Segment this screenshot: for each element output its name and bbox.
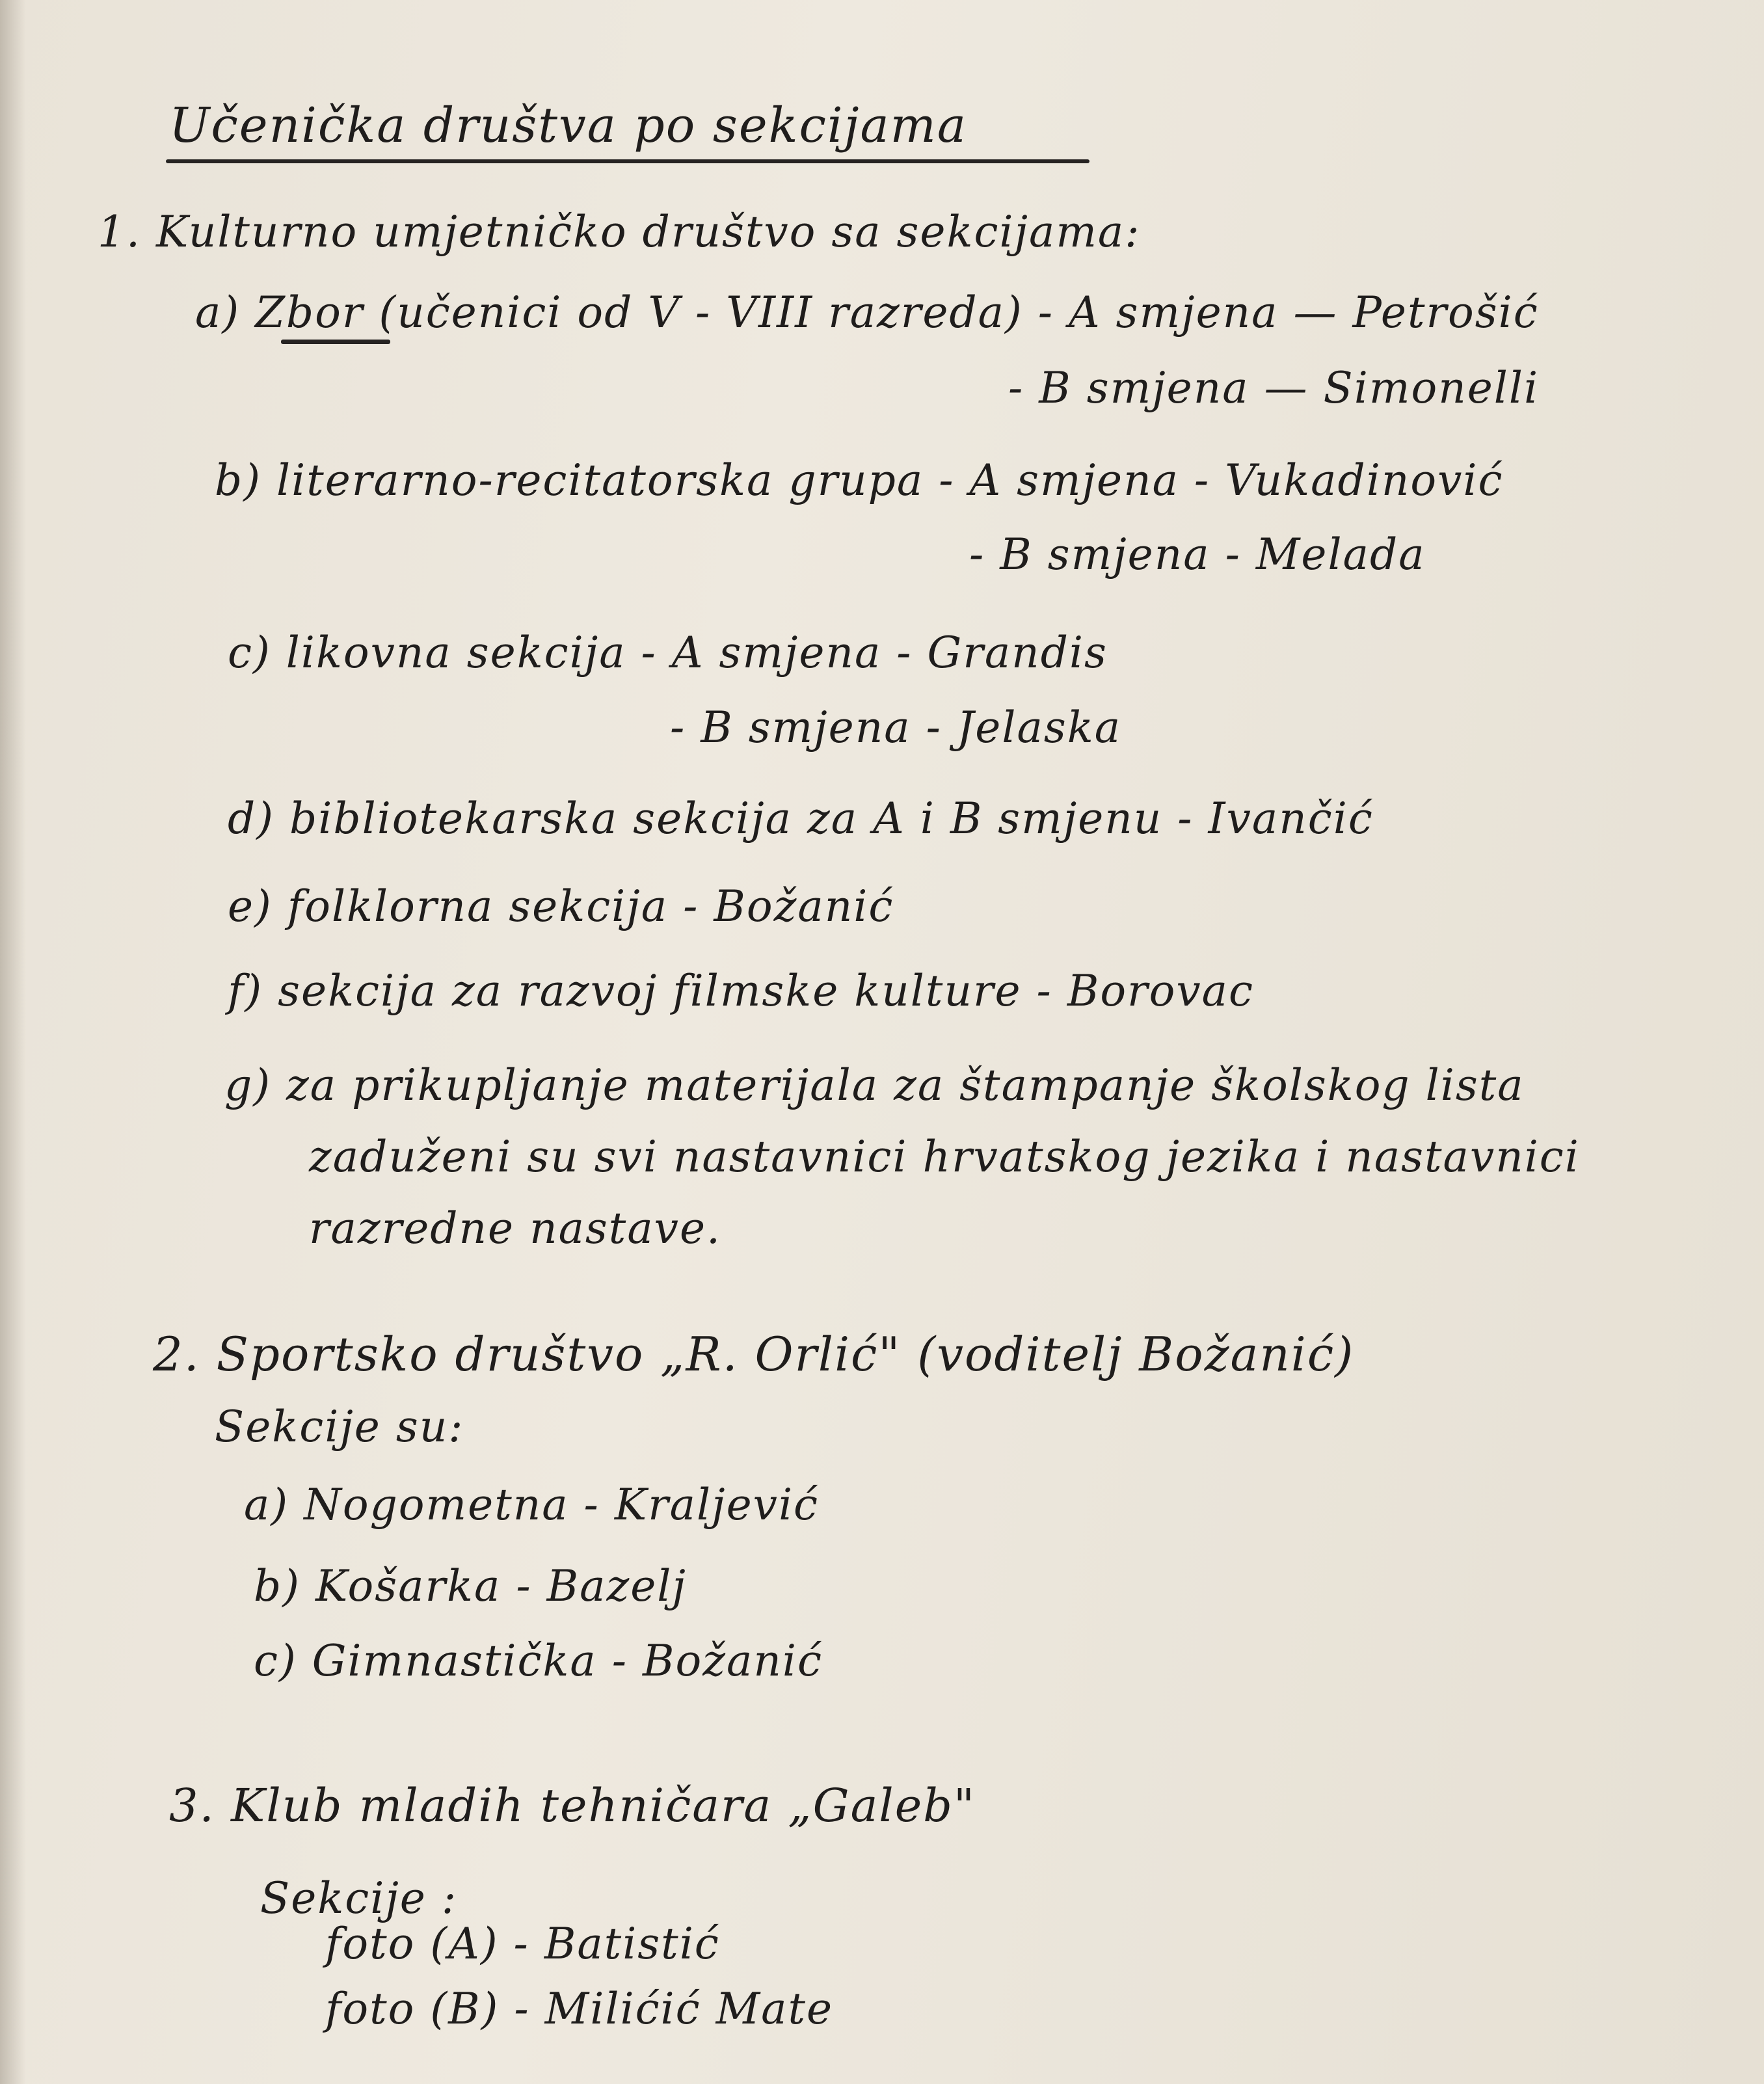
section-2-heading: 2. Sportsko društvo „R. Orlić" (voditelj Božanić) bbox=[153, 1327, 1355, 1382]
section-2-subheading: Sekcije su: bbox=[215, 1402, 464, 1452]
title-underline bbox=[166, 159, 1089, 163]
page-edge-shadow bbox=[0, 0, 26, 2084]
section-1-item-b-line-2: - B smjena - Melada bbox=[969, 529, 1426, 580]
section-1-item-a-line-1: a) Zbor (učenici od V - VIII razreda) - A smjena — Petrošić bbox=[195, 287, 1539, 338]
section-1-item-c-line-1: c) likovna sekcija - A smjena - Grandis bbox=[228, 628, 1108, 678]
section-2-item-b: b) Košarka - Bazelj bbox=[254, 1561, 687, 1611]
section-3-heading: 3. Klub mladih tehničara „Galeb" bbox=[169, 1779, 976, 1832]
section-3-item-b: foto (B) - Milićić Mate bbox=[325, 1984, 834, 2034]
section-1-item-g-line-2: zaduženi su svi nastavnici hrvatskog jezika i nastavnici bbox=[309, 1132, 1580, 1182]
section-3-subheading: Sekcije : bbox=[260, 1873, 458, 1923]
page-title: Učenička društva po sekcijama bbox=[169, 98, 967, 154]
section-1-heading: 1. Kulturno umjetničko društvo sa sekcijama: bbox=[98, 207, 1141, 257]
section-2-item-c: c) Gimnastička - Božanić bbox=[254, 1636, 823, 1686]
section-1-item-b-line-1: b) literarno-recitatorska grupa - A smjena - Vukadinović bbox=[215, 455, 1504, 505]
section-1-item-e: e) folklorna sekcija - Božanić bbox=[228, 881, 894, 931]
section-1-item-g-line-3: razredne nastave. bbox=[309, 1203, 721, 1253]
section-1-item-c-line-2: - B smjena - Jelaska bbox=[670, 702, 1122, 753]
section-1-item-g-line-1: g) za prikupljanje materijala za štampanje školskog lista bbox=[224, 1060, 1525, 1110]
section-3-item-a: foto (A) - Batistić bbox=[325, 1919, 720, 1969]
section-1-item-a-line-2: - B smjena — Simonelli bbox=[1008, 363, 1540, 413]
section-1-item-d: d) bibliotekarska sekcija za A i B smjenu - Ivančić bbox=[228, 794, 1374, 844]
section-2-item-a: a) Nogometna - Kraljević bbox=[244, 1480, 820, 1530]
section-1-item-f: f) sekcija za razvoj filmske kulture - Borovac bbox=[228, 966, 1254, 1016]
zbor-underline bbox=[281, 340, 390, 344]
